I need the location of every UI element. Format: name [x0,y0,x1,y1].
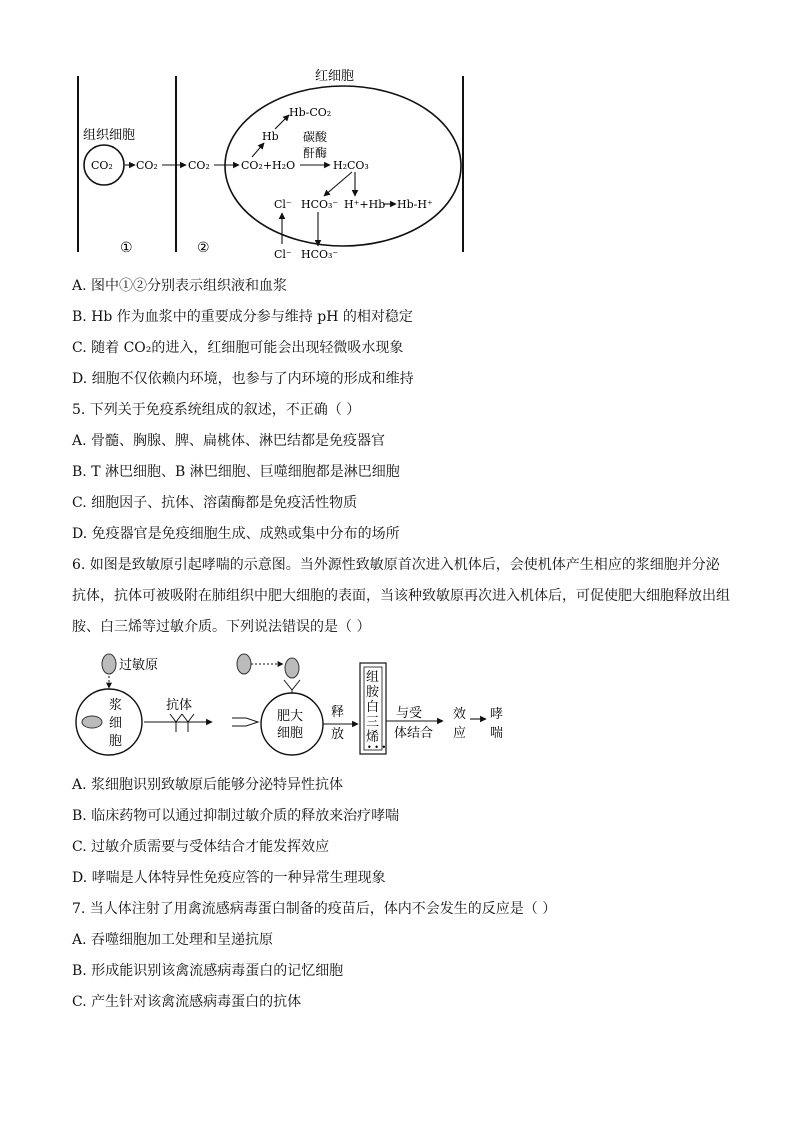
tissue-cell-label: 组织细胞 [83,128,136,143]
svg-text:白: 白 [366,700,380,715]
q7-stem: 7. 当人体注射了用禽流感病毒蛋白制备的疫苗后，体内不会发生的反应是（ ） [72,901,557,917]
h-hb-label: H⁺+Hb [344,198,386,211]
q7-option-c: C. 产生针对该禽流感病毒蛋白的抗体 [72,994,302,1010]
q5-option-c: C. 细胞因子、抗体、溶菌酶都是免疫活性物质 [72,495,358,511]
q6-option-d: D. 哮喘是人体特异性免疫应答的一种异常生理现象 [72,870,386,886]
hco3-in-label: HCO₃⁻ [301,198,339,211]
enzyme-label-1: 碳酸 [303,130,328,144]
q4-option-b: B. Hb 作为血浆中的重要成分参与维持 pH 的相对稳定 [72,309,413,325]
q6-option-a: A. 浆细胞识别致敏原后能够分泌特异性抗体 [72,777,344,793]
hb-h-label: Hb-H⁺ [397,198,433,211]
mast-cell [261,693,323,755]
svg-text:• • •: • • • [367,743,387,752]
q5-option-a: A. 骨髓、胸腺、脾、扁桃体、淋巴结都是免疫器官 [72,433,386,449]
svg-text:哮: 哮 [490,707,504,722]
enzyme-label-2: 酐酶 [303,146,328,160]
svg-text:释: 释 [331,705,345,720]
antibody-label: 抗体 [166,698,193,713]
co2-plasma: CO₂ [188,159,210,172]
allergen-shape [102,654,116,674]
svg-text:喘: 喘 [490,726,504,741]
region-2-label: ② [197,240,210,256]
q6-stem: 6. 如图是致敏原引起哮喘的示意图。当外源性致敏原首次进入机体后，会使机体产生相应的浆细胞并分泌抗体，抗体可被吸附在肺组织中肥大细胞的表面，当该种致敏原再次进入机体后，可促使肥大细胞释放出组胺、白三烯等过敏介质。下列说法错误的是（ ） [72,557,730,635]
svg-text:胞: 胞 [109,734,123,749]
hb-label: Hb [262,130,279,143]
svg-text:组: 组 [366,670,380,685]
q4-option-d: D. 细胞不仅依赖内环境，也参与了内环境的形成和维持 [72,371,414,387]
svg-text:胺: 胺 [366,685,380,700]
svg-text:三: 三 [366,715,380,730]
co2-h2o: CO₂+H₂O [241,159,296,172]
svg-text:放: 放 [331,727,345,742]
svg-text:浆: 浆 [109,698,123,713]
svg-text:肥大: 肥大 [277,709,304,724]
svg-text:效: 效 [453,707,467,722]
hb-co2-label: Hb-CO₂ [289,106,332,119]
plasma-cell-nucleus [82,716,102,728]
q7-option-b: B. 形成能识别该禽流感病毒蛋白的记忆细胞 [72,963,344,979]
svg-text:与受: 与受 [396,706,423,721]
cl-in-label: Cl⁻ [274,198,292,211]
co2-in-tissue: CO₂ [91,159,113,172]
q7-option-a: A. 吞噬细胞加工处理和呈递抗原 [72,932,274,948]
svg-text:应: 应 [453,726,467,741]
svg-text:细: 细 [109,716,123,731]
co2-tissue-fluid: CO₂ [136,159,158,172]
rbc-label: 红细胞 [315,69,355,84]
q5-option-d: D. 免疫器官是免疫细胞生成、成熟或集中分布的场所 [72,526,400,542]
svg-text:体结合: 体结合 [394,726,434,741]
region-1-label: ① [120,240,133,256]
receptor-shape [232,718,258,726]
h2co3-label: H₂CO₃ [333,159,369,172]
cl-out-label: Cl⁻ [274,248,292,261]
q4-option-a: A. 图中①②分别表示组织液和血浆 [72,278,288,294]
q5-option-b: B. T 淋巴细胞、B 淋巴细胞、巨噬细胞都是淋巴细胞 [72,464,400,480]
q6-option-c: C. 过敏介质需要与受体结合才能发挥效应 [72,839,330,855]
q5-stem: 5. 下列关于免疫系统组成的叙述，不正确（ ） [72,402,361,418]
hco3-out-label: HCO₃⁻ [301,248,339,261]
q6-option-b: B. 临床药物可以通过抑制过敏介质的释放来治疗哮喘 [72,808,400,824]
svg-text:细胞: 细胞 [277,726,304,741]
antibody-shape [170,714,194,732]
q4-option-c: C. 随着 CO₂的进入，红细胞可能会出现轻微吸水现象 [72,340,404,356]
svg-text:烯: 烯 [366,730,380,745]
allergen-label: 过敏原 [119,658,159,673]
